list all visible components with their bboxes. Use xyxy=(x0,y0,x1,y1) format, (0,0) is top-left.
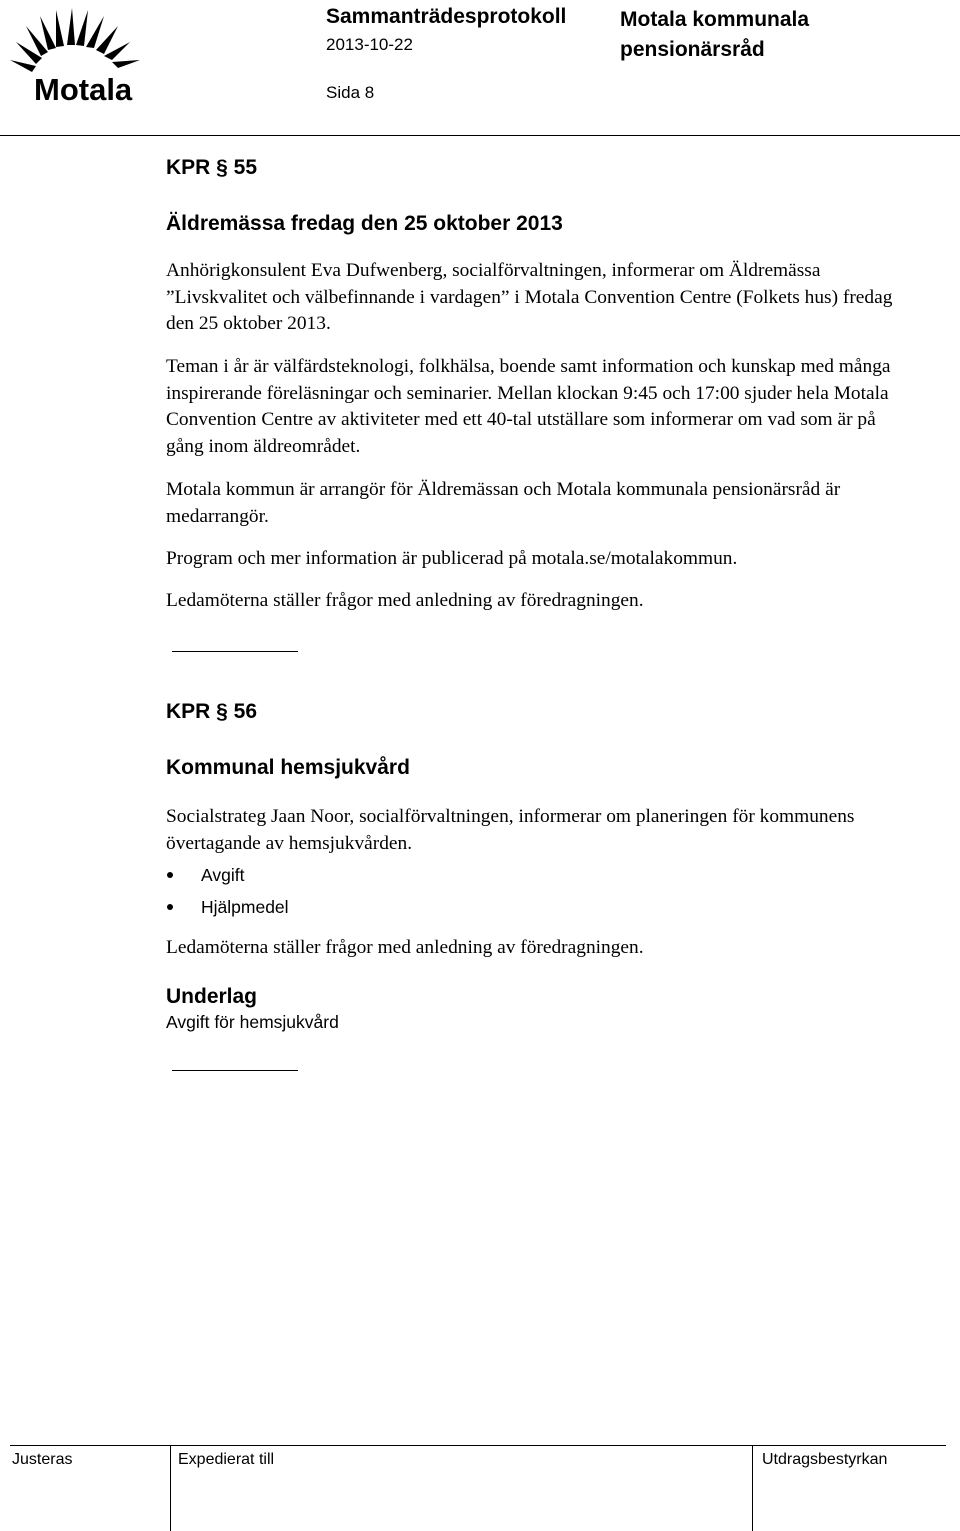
list-item: Avgift xyxy=(166,862,289,894)
section-1-heading: Äldremässa fredag den 25 oktober 2013 xyxy=(166,212,563,235)
meeting-date: 2013-10-22 xyxy=(326,35,413,54)
section-2-closing: Ledamöterna ställer frågor med anledning av föredragningen. xyxy=(166,937,644,958)
list-item: Hjälpmedel xyxy=(166,894,289,926)
section-separator xyxy=(172,651,298,652)
footer-top-rule xyxy=(10,1445,946,1446)
section-1-paragraph-2: Teman i år är välfärdsteknologi, folkhälsa, boende samt information och kunskap med många inspirerande föreläsningar och seminarier. Mellan klockan 9:45 och 17:00 sjuder hela Motala Convention Centre av aktiviteter med ett 40-tal utställare som informerar om vad som är på gång inom äldreområdet. xyxy=(166,356,891,457)
organization-name xyxy=(620,5,809,65)
organization-line-1: Motala kommunala xyxy=(620,8,810,31)
section-1-paragraph-4: Program och mer information är publicerad på motala.se/motalakommun. xyxy=(166,548,738,569)
organization-line-2: pensionärsråd xyxy=(620,38,765,61)
justeras-label: Justeras xyxy=(12,1451,73,1468)
signature-footer xyxy=(0,1445,946,1531)
footer-divider xyxy=(752,1445,753,1531)
section-separator xyxy=(172,1070,298,1071)
footer-divider xyxy=(170,1445,171,1531)
header-divider xyxy=(0,135,960,136)
underlag-item: Avgift för hemsjukvård xyxy=(166,1012,339,1032)
section-1-paragraph-3: Motala kommun är arrangör för Äldremässan och Motala kommunala pensionärsråd är medarrangör. xyxy=(166,479,841,527)
section-2-number: KPR § 56 xyxy=(166,700,258,723)
sunburst-logo-icon xyxy=(6,4,146,106)
expedierat-label: Expedierat till xyxy=(178,1451,275,1468)
section-1-paragraph-1: Anhörigkonsulent Eva Dufwenberg, socialförvaltningen, informerar om Äldremässa ”Livskvalitet och välbefinnande i vardagen” i Motala Convention Centre (Folkets hus) fredag den 25 oktober 2013. xyxy=(166,260,893,334)
section-2-bullet-list xyxy=(166,862,289,926)
section-1-number: KPR § 55 xyxy=(166,156,258,179)
section-2-heading: Kommunal hemsjukvård xyxy=(166,756,410,779)
section-2-intro: Socialstrateg Jaan Noor, socialförvaltningen, informerar om planeringen för kommunens övertagande av hemsjukvården. xyxy=(166,806,855,854)
motala-logo xyxy=(6,4,146,106)
document-title: Sammanträdesprotokoll xyxy=(326,5,567,28)
page-number: Sida 8 xyxy=(326,83,375,102)
logo-wordmark: Motala xyxy=(34,72,133,106)
underlag-heading: Underlag xyxy=(166,985,258,1008)
section-1-paragraph-5: Ledamöterna ställer frågor med anledning av föredragningen. xyxy=(166,590,644,611)
utdragsbestyrkan-label: Utdragsbestyrkan xyxy=(762,1451,888,1468)
